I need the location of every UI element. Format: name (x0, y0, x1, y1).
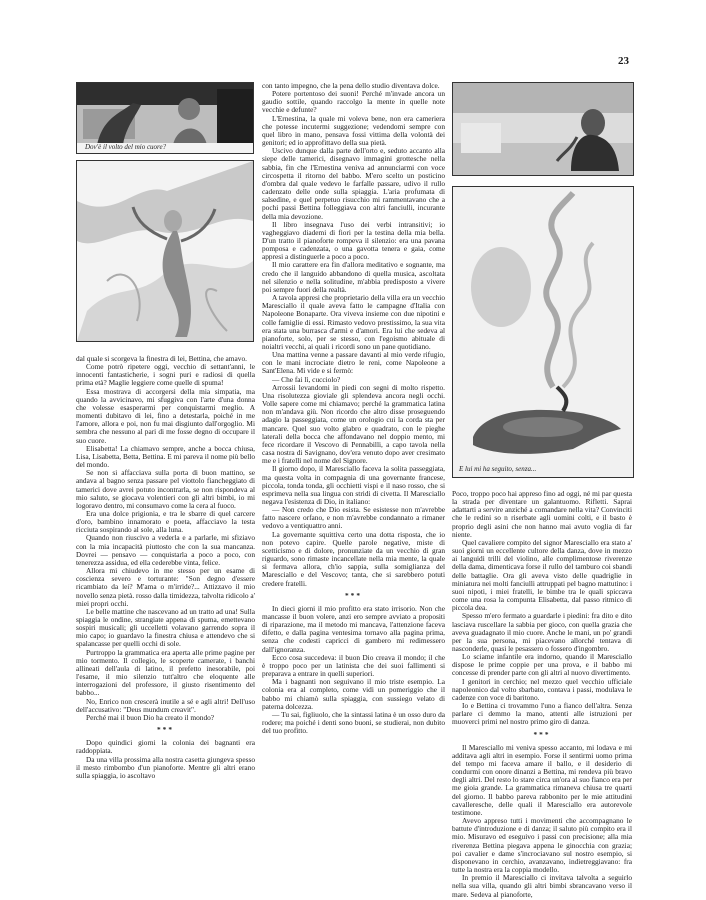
paragraph: Essa mostrava di accorgersi della mia simpatia, ma quando la avvicinavo, mi sfuggiva con l'arte d'una donna che volesse esasperarmi per conquistarmi meglio. A momenti dubitavo di lei, fino a detestarla, poiché in me l'amore, allora e poi, non fu mai disgiunto dall'orgoglio. Mi sembra che nessuno al pari di me fosse degno di occupare il suo cuore. (76, 386, 255, 445)
paragraph: La governante squittiva certo una dotta risposta, che io non potevo capire. Quelle parole negative, miste di scetticismo e di dolore, pronunziate da un vecchio di gran riguardo, sono rimaste incancellate nella mia mente, la quale si fermava allora, ch'io sappia, sulla somiglianza del Maresciallo e del Vescovo; tanta, che si sarebbero potuti credere fratelli. (262, 529, 445, 588)
text-column-1 (76, 355, 255, 780)
paragraph: L'Ernestina, la quale mi voleva bene, non era cameriera che potesse incutermi suggezione; vedendomi sempre con quel libro in mano, pensava fossi vittima della volontà dei genitori; ed io approfittavo della sua pietà. (262, 113, 445, 148)
paragraph: — Che fai lì, cucciolo? (272, 374, 341, 384)
paragraph: Quando non riuscivo a vederla e a parlarle, mi sfiziavo con la mia incapacità piuttosto che con la sua mancanza. Dovrei — pensavo — conquistarla a poco a poco, con tenerezza assidua, ed ella cederebbe vinta, felice. (76, 533, 255, 567)
paragraph: Il libro insegnava l'uso dei verbi intransitivi; io vagheggiavo diademi di fiori per la testina della mia bella. D'un tratto il pianoforte rompeva il silenzio: era una pavana pomposa e cadenzata, o una gavotta tenera e gaia, come appresi a distinguerle a poco a poco. (262, 219, 445, 262)
paragraph: Arrossii levandomi in piedi con segni di molto rispetto. Una risolutezza gioviale gli splendeva ancora negli occhi. Volle sapere come mi chiamavo; perché la grammatica latina non m'andava giù. Non ricordo che altro disse proseguendo adagio la passeggiata, come un orologio cui la corda sta per mancare. Quel suo volto glabro e quadrato, con le pieghe laterali della bocca che affondavano nel doppio mento, mi fece ricordare il Vescovo di Pennabilli, a capo tavola nella casa nostra di Savignano, dov'era venuto dopo aver cresimato me e i fratelli nel nome del Signore. (262, 382, 445, 466)
section-separator: *** (156, 725, 174, 735)
oil-lamp-drawing (453, 187, 633, 477)
paragraph: No, Enrico non crescerà inutile a sé e agli altri! Dell'uso dell'accusativo: "Deus mundum creavit". (76, 696, 255, 714)
seated-woman-drawing (453, 83, 633, 175)
paragraph: Avevo appreso tutti i movimenti che accompagnano le battute d'introduzione e di danza; il saluto più compito era il mio. Misuravo ed eseguivo i passi con precisione; alla mia riverenza Bettina piegava appena le ginocchia con grazia; poi cavalier e dame s'incrociavano sul nostro esempio, si disponevano in cerchio, avanzavano, indietreggiavano: fra tutte la nostra era la coppia modello. (452, 816, 632, 875)
paragraph: Perché mai il buon Dio ha creato il mondo? (86, 712, 215, 722)
paragraph: — Non credo che Dio esista. Se esistesse non m'avrebbe fatto nascere orfano, e non m'avrebbe condannato a rimaner vedovo a ventiquattro anni. (262, 505, 445, 531)
illustration-seated-woman (452, 82, 634, 176)
paragraph: Io e Bettina ci trovammo l'uno a fianco dell'altra. Senza parlare ci demmo la mano, attenti alle istruzioni per muoverci primi nel nostro primo giro di danza. (452, 701, 632, 727)
paragraph: Allora mi chiudevo in me stesso per un esame di coscienza severo e torturante: "Son degno d'essere ricambiato da lei? M'ama o m'irride?... Attizzavo il mio novello senza pietà. rosso dalla timidezza, talvolta ridicolo a' miei propri occhi. (76, 566, 255, 608)
paragraph: Da una villa prossima alla nostra casetta giungeva spesso il mesto rimbombo d'un pianoforte. Mentre gli altri erano sulla spiaggia, io ascoltavo (76, 754, 255, 780)
illustration-dancer (76, 160, 254, 342)
paragraph: Quel cavaliere compito del signor Maresciallo era stato a' suoi giorni un eccellente cultore della danza, dove in mezzo ai languidi trilli del violino, alle complimentose riverenze della dama, dimenticava forse il rullo del tamburo coi sbandi delle battaglie. Ora gli aveva visto delle quadriglie in miniatura nei molti fanciulli attruppati pel bagno mattutino: i suoi nipoti, i miei fratelli, le bimbe tra le quali spiccava come una rosa la compunta Elisabetta, dal passo ritmico di piccola dea. (452, 537, 632, 613)
paragraph: Le belle mattine che nascevano ad un tratto ad una! Sulla spiaggia le ondine, strangiate appena di spuma, emettevano sospiri musicali; gli uccelletti volavano garrendo sopra il mio capo; io guardavo la finestra chiusa e attendevo che si spalancasse per quelli occhi di sole. (76, 606, 255, 649)
paragraph: Ma i bagnanti non seguivano il mio triste esempio. La colonia era al completo, come vidi un pomeriggio che il babbo mi chiamò sulla spiaggia, con sussiego velato di paterna dolcezza. (262, 677, 445, 711)
paragraph: Purtroppo la grammatica era aperta alle prime pagine per mio tormento. Il collegio, le scoperte camerate, i banchi allineati dell'aula di latino, il prefetto inesorabile, poi l'esame, il mio silenzio tutt'altro che eloquente alle interrogazioni del professore, il giusto risentimento del babbo... (76, 647, 255, 698)
paragraph: Elisabetta! La chiamavo sempre, anche a bocca chiusa, Lisa, Lisabetta, Betta, Bettina. E mi pareva il nome più bello del mondo. (76, 443, 255, 470)
paragraph: In dieci giorni il mio profitto era stato irrisorio. Non che mancasse il buon volere, anzi ero sempre avviato a propositi di riparazione, ma il metodo mi mancava, l'attenzione faceva difetto, e dalla pagina ventesima tornavo alla pagina prima, senza che codesti capricci di gambero mi redimessero dall'ignoranza. (262, 603, 445, 654)
paragraph: Come potrò ripetere oggi, vecchio di settant'anni, le innocenti fantasticherie, i sogni puri e radiosi di quella prima età? Maglie leggiere come quelle di spuma! (76, 362, 255, 388)
paragraph: Ecco cosa succedeva: il buon Dio creava il mondo; il che è troppo poco per un latinista che dei suoi fallimenti si preparava a entrare in quelli superiori. (262, 652, 445, 679)
paragraph: In premio il Maresciallo ci invitava talvolta a seguirlo nella sua villa, quando gli altri bimbi sbrancavano verso il mare. Sedeva al pianoforte, (452, 873, 632, 899)
text-column-2 (262, 82, 445, 735)
paragraph: Spesso m'ero fermato a guardarle i piedini: fra dito e dito lasciava ruscellare la sabbia per gioco, con quella grazia che aveva guadagnato il mio cuore. Anche le mani, un po' grandi per la sua persona, mi piacevano allorché tentava di nasconderle, quasi le pesassero o fossero d'ingombro. (452, 611, 632, 653)
paragraph: Se non si affacciava sulla porta di buon mattino, se andava al bagno senza passare pel viottolo fiancheggiato di tamerici dove avrei potuto incontrarla, se non rispondeva al mio saluto, se giocava volentieri con gli altri bimbi, io mi logoravo dentro, mi consumavo come la cera al fuoco. (76, 468, 255, 510)
paragraph: — Tu sai, figliuolo, che la sintassi latina è un osso duro da rodere; ma poiché i denti sono buoni, se studierai, non dubito del tuo profitto. (262, 709, 445, 736)
paragraph: Dopo quindici giorni la colonia dei bagnanti era raddoppiata. (76, 738, 255, 756)
illustration-caption: E lui mi ha seguito, senza... (459, 465, 537, 473)
paragraph: A tavola appresi che proprietario della villa era un vecchio Maresciallo il quale aveva fatto le campagne d'Italia con Napoleone Bonaparte. Ora viveva insieme con due nipotini e colle famiglie di essi. Rimasto vedovo prestissimo, la sua vita era stata una burrasca d'armi e d'amori. Era lui che sedeva al pianoforte, solo, per se stesso, con l'egoismo abituale di noialtri vecchi, ai quali i ricordi sono un pane quotidiano. (262, 293, 445, 351)
paragraph: dal quale si scorgeva la finestra di lei, Bettina, che amavo. (76, 354, 247, 363)
page-number: 23 (618, 55, 629, 67)
paragraph: Uscivo dunque dalla parte dell'orto e, seduto accanto alla siepe delle tamerici, disegnavo immagini grottesche nella sabbia, fin che l'Ernestina veniva ad annunciarmi con voce circospetta il ritorno del babbo. M'ero scelto un posticino d'ombra dal quale vedevo le farfalle passare, udivo il rullo cadenzato delle onde sulla spiaggia. L'aria profumata di salsedine, e quel perpetuo risucchio mi rammentavano che a pochi passi Bettina folleggiava con altri fanciulli, incurante della mia devozione. (262, 146, 445, 221)
illustration-oil-lamp (452, 186, 634, 478)
illustration-caption: Dov'è il volto del mio cuore? (85, 143, 167, 151)
paragraph: con tanto impegno, che la pena dello studio diventava dolce. (262, 81, 440, 90)
paragraph: Il mio carattere era fin d'allora meditativo e sognante, ma credo che il languido abbandono di quella musica, ascoltata nel silenzio e nella solitudine, m'abbia predisposto a vivere poi sempre fuori della realtà. (262, 260, 445, 294)
illustration-window-scene (76, 82, 254, 154)
section-separator: *** (533, 729, 551, 739)
paragraph: Il Maresciallo mi veniva spesso accanto, mi lodava e mi additava agli altri in esempio. Forse il sentirmi uomo prima del tempo mi faceva amare il ballo, e il desiderio di condurmi con onore dinanzi a Bettina, mi rendeva più bravo degli altri. Del resto lo stare circa un'ora al suo fianco era per me gioia grande. La grammatica rimaneva chiusa tre quarti del giorno. Il babbo pareva rabbonito per le mie attitudini cavalleresche, delle quali il Maresciallo era autorevole testimone. (452, 742, 632, 817)
text-column-3 (452, 490, 632, 899)
paragraph: Era una dolce prigionia, e tra le sbarre di quel carcere d'oro, bambino innamorato e poeta, affacciavo la testa ricciuta sospirando al sole, alla luna. (76, 508, 255, 535)
section-separator: *** (344, 590, 362, 600)
paragraph: Lo sciame infantile era indorno, quando il Maresciallo dispose le prime coppie per una prova, e il babbo mi concesse di prender parte con gli altri al nuovo divertimento. (452, 652, 632, 678)
paragraph: Poco, troppo poco hai appreso fino ad oggi, né mi par questa la strada per diventare un galantuomo. Rifletti. Saprai adattarti a servire anziché a comandare nella vita? Convinciti che le redini so n riserbate agli uomini colti, e il basto è proprio degli asini che non hanno mai avuto voglia di far niente. (452, 489, 632, 539)
paragraph: Potere portentoso dei suoni! Perché m'invade ancora un gaudio sottile, quando raccolgo la mente in quelle note vecchie e defunte? (262, 89, 445, 115)
paragraph: Una mattina venne a passare davanti al mio verde rifugio, con le mani incrociate dietro le reni, come Napoleone a Sant'Elena. Mi vide e si fermò: (262, 350, 445, 376)
paragraph: Il giorno dopo, il Maresciallo faceva la solita passeggiata, ma questa volta in compagnia di una governante francese, piccola, tonda tonda, gli occhietti vispi e il naso rosso, che si esprimeva nella sua lingua con stridi di civetta. Il Maresciallo negava l'esistenza di Dio, in italiano: (262, 464, 445, 506)
paragraph: I genitori in cerchio; nel mezzo quel vecchio ufficiale napoleonico dal volto sbarbato, contava i passi, modulava le cadenze con voce di baritono. (452, 676, 632, 702)
dancer-drawing (77, 161, 253, 341)
